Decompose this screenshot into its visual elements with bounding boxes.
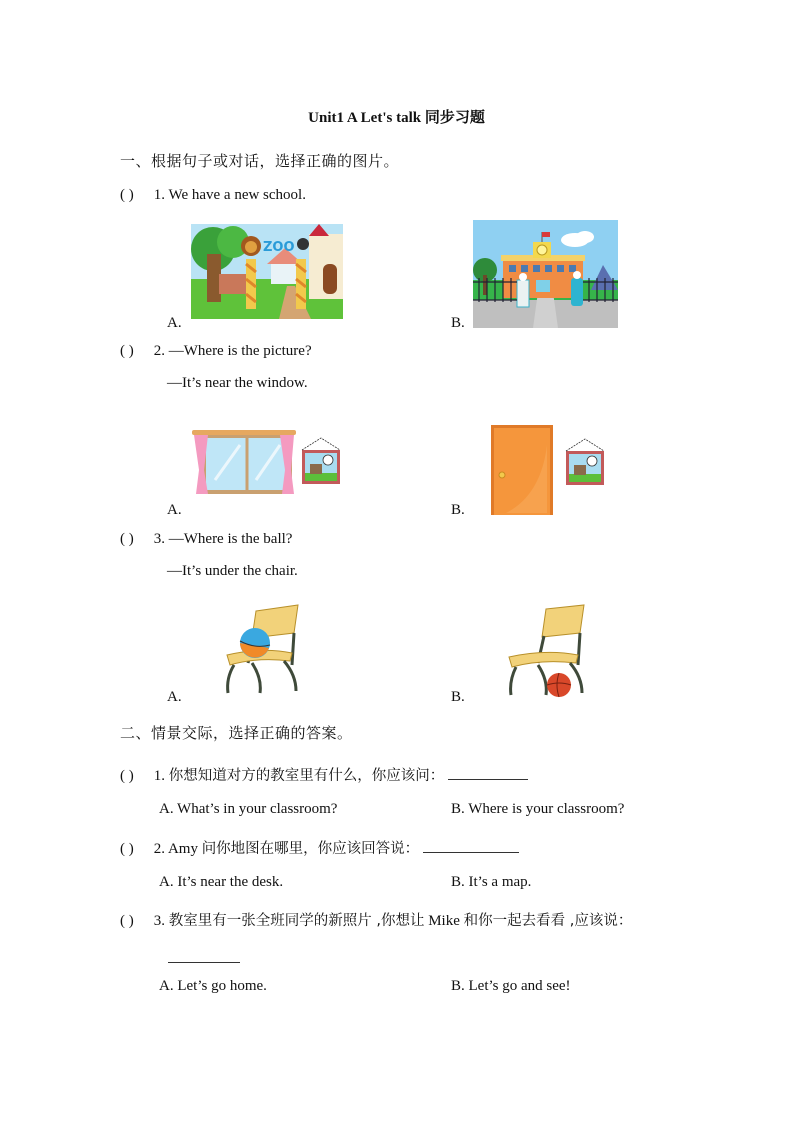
question-text-part-1: 教室里有一张全班同学的新照片 ,你想让: [168, 913, 425, 929]
school-building-picture[interactable]: [473, 220, 618, 328]
option-label-b: B.: [451, 689, 465, 705]
question-2-1: [120, 764, 528, 785]
picture-near-door[interactable]: [491, 425, 606, 515]
question-2-3: [120, 909, 632, 930]
answer-paren[interactable]: ( ): [120, 343, 134, 359]
question-number: 2.: [153, 841, 165, 857]
question-number: 3.: [153, 913, 165, 929]
answer-paren[interactable]: ( ): [120, 768, 134, 784]
option-label-b: B.: [451, 502, 465, 518]
dialogue-answer: —It’s under the chair.: [167, 563, 298, 579]
option-a[interactable]: A. What’s in your classroom?: [159, 801, 338, 817]
svg-text:ZOO: ZOO: [263, 240, 295, 255]
question-number: 1.: [153, 768, 165, 784]
page-title: Unit1 A Let's talk 同步习题: [308, 110, 485, 126]
answer-paren[interactable]: ( ): [120, 187, 134, 203]
question-text-part-2: 和你一起去看看 ,应该说：: [463, 913, 633, 929]
question-text: We have a new school.: [168, 187, 306, 203]
option-label-a: A.: [167, 315, 182, 331]
dialogue-answer: —It’s near the window.: [167, 375, 308, 391]
option-label-b: B.: [451, 315, 465, 331]
question-number: 2.: [153, 343, 165, 359]
section-1-heading: 一、根据句子或对话，选择正确的图片。: [120, 152, 400, 170]
option-a[interactable]: A. Let’s go home.: [159, 978, 267, 994]
question-name: Mike: [428, 913, 460, 929]
option-b[interactable]: B. It’s a map.: [451, 874, 532, 890]
answer-paren[interactable]: ( ): [120, 913, 134, 929]
answer-blank[interactable]: [168, 950, 240, 963]
question-text: 问你地图在哪里，你应该回答说：: [201, 841, 420, 857]
question-number: 3.: [153, 531, 165, 547]
question-name: Amy: [167, 841, 198, 857]
answer-blank[interactable]: [448, 765, 528, 780]
ball-under-chair[interactable]: [506, 603, 586, 698]
ball-on-chair[interactable]: [222, 603, 302, 695]
picture-near-window[interactable]: [190, 430, 345, 498]
question-text: —Where is the picture?: [168, 343, 312, 359]
question-number: 1.: [153, 187, 165, 203]
question-1-1: [120, 187, 306, 204]
question-text: —Where is the ball?: [168, 531, 293, 547]
section-2-heading: 二、情景交际，选择正确的答案。: [120, 724, 353, 742]
option-label-a: A.: [167, 689, 182, 705]
option-b[interactable]: B. Let’s go and see!: [451, 978, 571, 994]
zoo-entrance-picture[interactable]: [191, 224, 343, 319]
option-b[interactable]: B. Where is your classroom?: [451, 801, 625, 817]
question-2-2: [120, 837, 519, 858]
question-text: 你想知道对方的教室里有什么，你应该问：: [168, 768, 445, 784]
option-label-a: A.: [167, 502, 182, 518]
answer-blank[interactable]: [423, 838, 519, 853]
answer-paren[interactable]: ( ): [120, 531, 134, 547]
option-a[interactable]: A. It’s near the desk.: [159, 874, 284, 890]
question-1-3: [120, 531, 292, 548]
answer-paren[interactable]: ( ): [120, 841, 134, 857]
question-1-2: [120, 343, 312, 360]
